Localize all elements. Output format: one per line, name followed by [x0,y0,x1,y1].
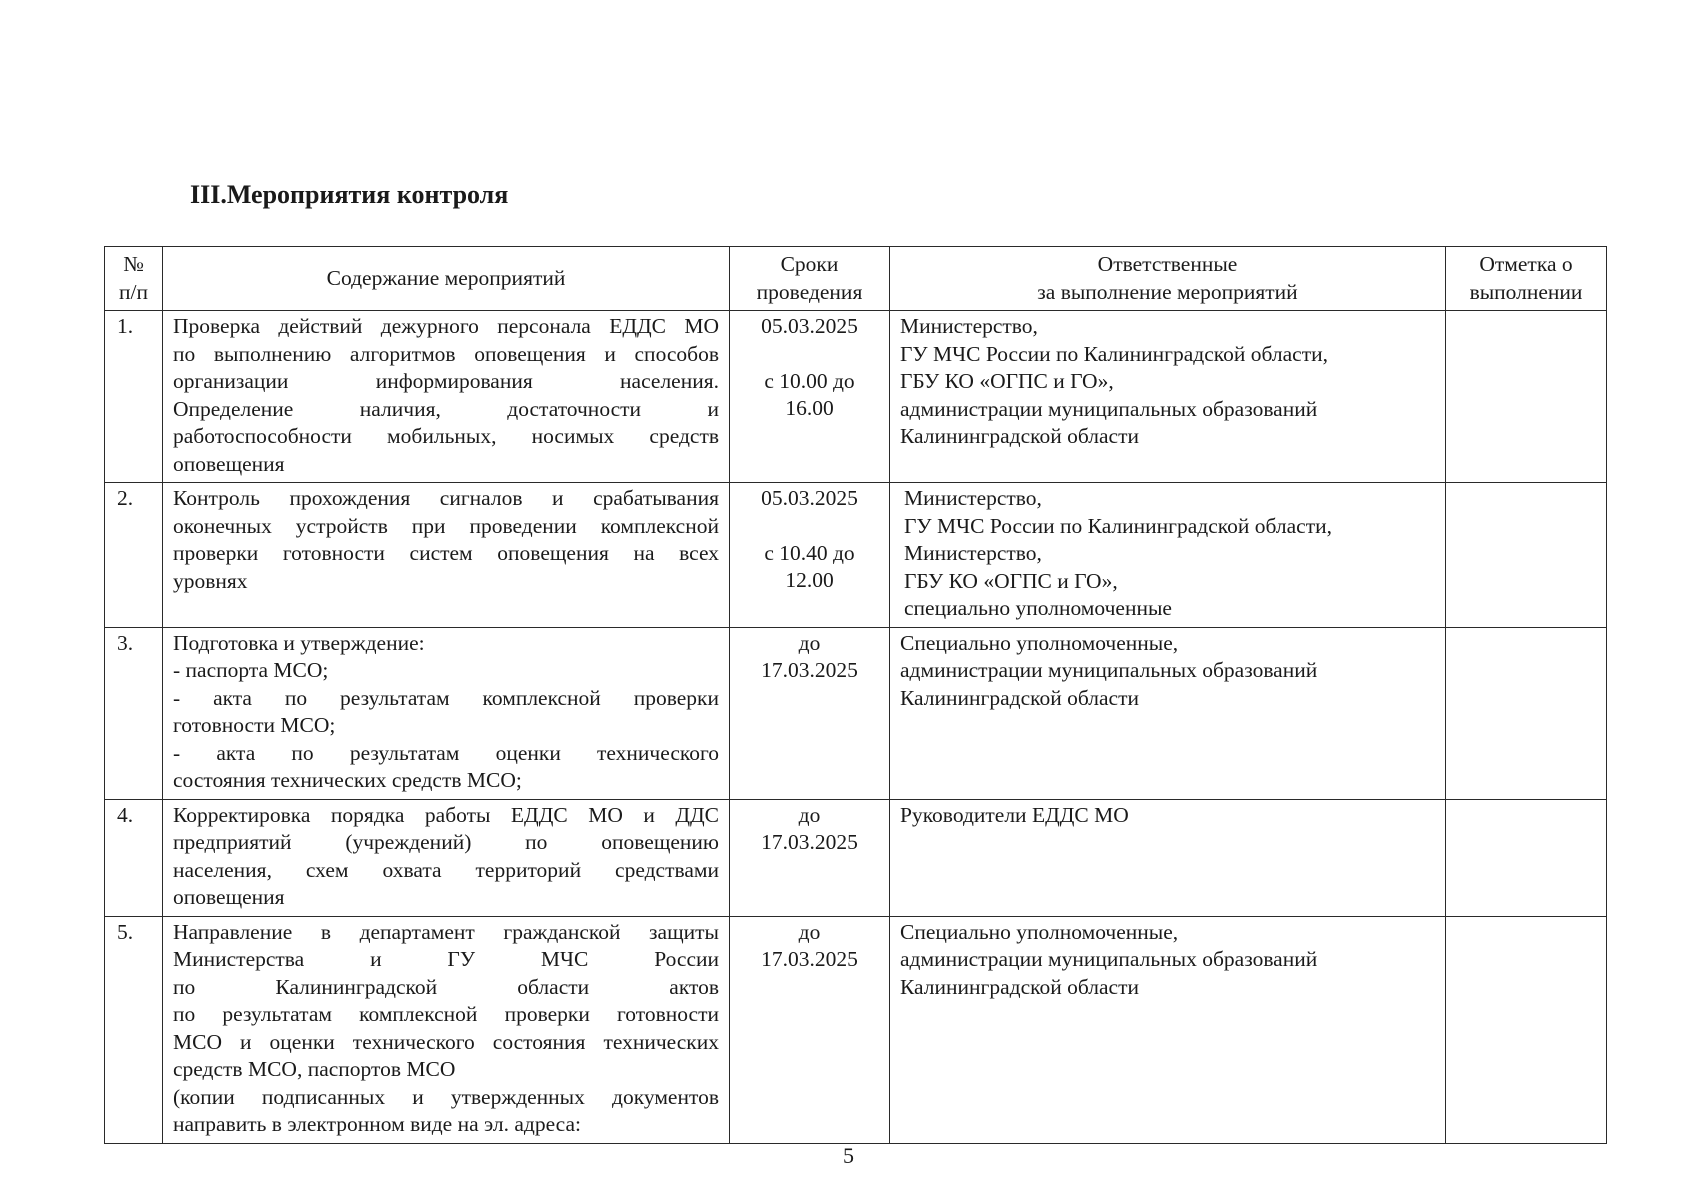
responsible-line: Калининградской области [900,424,1139,448]
time-range-line2: 16.00 [785,396,834,420]
header-dates [730,247,890,311]
responsible-line: Министерство, [904,486,1042,510]
content-line: по результатам комплексной проверки готовности [173,1002,719,1026]
content-line: МСО и оценки технического состояния технических [173,1029,719,1054]
content-line: оповещения [173,885,285,909]
date-deadline-label: до [798,630,821,655]
responsible-line: администрации муниципальных образований [900,396,1318,421]
content-line: уровнях [173,568,248,593]
content-line: Определение наличия, достаточности и [173,396,719,421]
row-dates [730,916,890,1143]
row-content [163,916,730,1143]
content-line: Контроль прохождения сигналов и срабатывания [173,486,719,510]
responsible-line: администрации муниципальных образований [900,947,1318,971]
row-content [163,483,730,628]
date-deadline-label: до [798,802,821,827]
content-line: Министерства и ГУ МЧС России [173,947,719,971]
header-responsible-line1: Ответственные [1097,252,1238,276]
responsible-line: Руководители ЕДДС МО [900,802,1129,827]
content-line: состояния технических средств МСО; [173,768,522,792]
row-number: 4. [105,799,163,916]
content-line: предприятий (учреждений) по оповещению [173,830,719,854]
control-measures-table [104,246,1607,1144]
content-line: - акта по результатам оценки технического [173,740,719,765]
content-line: Подготовка и утверждение: [173,630,425,655]
content-line: организации информирования населения. [173,369,719,393]
header-num-line2: п/п [119,279,148,304]
content-line: средств МСО, паспортов МСО [173,1057,456,1081]
content-line: - акта по результатам комплексной проверки [173,685,719,710]
row-dates [730,799,890,916]
content-line: по Калининградской области актов [173,974,719,999]
row-number: 5. [105,916,163,1143]
responsible-line: специально уполномоченные [904,596,1172,620]
table-row [105,916,1607,1143]
responsible-line: Специально уполномоченные, [900,630,1179,655]
date-value: 17.03.2025 [761,830,858,854]
content-line: Направление в департамент гражданской защиты [173,919,719,944]
row-dates [730,627,890,799]
responsible-line: администрации муниципальных образований [900,658,1318,682]
responsible-line: Калининградской области [900,685,1139,710]
header-mark [1446,247,1607,311]
content-line: населения, схем охвата территорий средствами [173,857,719,882]
time-range-line1: с 10.40 до [764,540,855,565]
section-title: III.Мероприятия контроля [190,180,509,209]
header-responsible [890,247,1446,311]
date-value: 17.03.2025 [761,658,858,682]
responsible-line: Министерство, [904,541,1042,565]
responsible-line: Специально уполномоченные, [900,919,1179,944]
table-row [105,311,1607,483]
row-responsible [890,799,1446,916]
row-completion-mark [1446,311,1607,483]
content-line: оповещения [173,451,285,476]
header-num-line1: № [123,252,144,276]
row-number: 1. [105,311,163,483]
row-responsible [890,311,1446,483]
content-line: Корректировка порядка работы ЕДДС МО и ДДС [173,802,719,827]
responsible-line: ГБУ КО «ОГПС и ГО», [904,568,1118,593]
header-mark-line2: выполнении [1469,279,1583,304]
table-row [105,627,1607,799]
row-number: 3. [105,627,163,799]
responsible-line: Министерство, [900,314,1038,338]
content-line: по выполнению алгоритмов оповещения и способов [173,341,719,366]
header-dates-line2: проведения [756,279,863,304]
header-mark-line1: Отметка о [1479,252,1573,276]
time-range-line1: с 10.00 до [764,368,855,393]
date-deadline-label: до [798,919,821,944]
page-number: 5 [843,1143,854,1168]
header-dates-line1: Сроки [780,252,839,276]
content-line: направить в электронном виде на эл. адреса: [173,1112,581,1136]
row-content [163,627,730,799]
table-header-row [105,247,1607,311]
responsible-line: ГУ МЧС России по Калининградской области, [904,513,1333,538]
table-row [105,799,1607,916]
header-num [105,247,163,311]
header-content: Содержание мероприятий [163,247,730,311]
header-responsible-line2: за выполнение мероприятий [1037,279,1298,304]
date-value: 17.03.2025 [761,947,858,971]
row-responsible [890,916,1446,1143]
row-content [163,311,730,483]
row-dates [730,311,890,483]
row-content [163,799,730,916]
content-line: (копии подписанных и утвержденных документов [173,1084,719,1109]
responsible-line: ГУ МЧС России по Калининградской области, [900,341,1329,366]
content-line: оконечных устройств при проведении комплексной [173,513,719,538]
row-responsible [890,627,1446,799]
responsible-line: Калининградской области [900,974,1139,999]
row-completion-mark [1446,483,1607,628]
row-completion-mark [1446,627,1607,799]
row-completion-mark [1446,799,1607,916]
row-dates [730,483,890,628]
responsible-line: ГБУ КО «ОГПС и ГО», [900,369,1114,393]
date-value: 05.03.2025 [761,486,858,510]
content-line: - паспорта МСО; [173,658,329,682]
content-line: работоспособности мобильных, носимых средств [173,424,719,448]
time-range-line2: 12.00 [785,568,834,592]
row-responsible [890,483,1446,628]
table-row [105,483,1607,628]
content-line: Проверка действий дежурного персонала ЕДДС МО [173,314,719,338]
content-line: готовности МСО; [173,713,336,737]
row-number: 2. [105,483,163,628]
content-line: проверки готовности систем оповещения на всех [173,541,719,565]
date-value: 05.03.2025 [761,314,858,338]
row-completion-mark [1446,916,1607,1143]
